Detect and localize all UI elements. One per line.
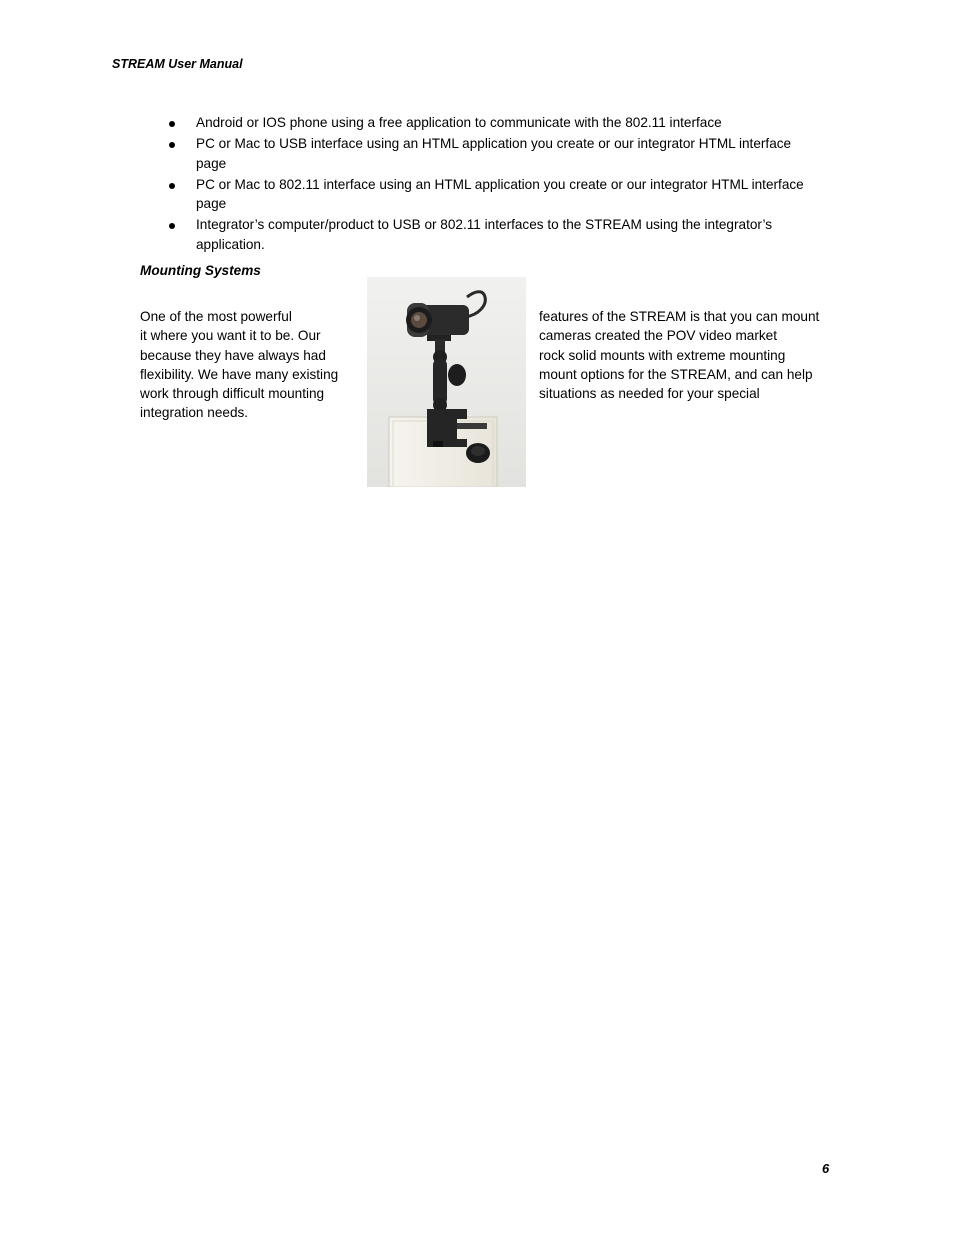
text-line: rock solid mounts with extreme mounting <box>539 347 786 363</box>
text-line: integration needs. <box>140 405 249 421</box>
text-line: features of the STREAM is that you can mount <box>539 309 820 324</box>
bullet-dot-icon <box>169 183 175 189</box>
bullet-dot-icon <box>169 121 175 127</box>
text-line: mount options for the STREAM, and can help <box>539 366 813 382</box>
bullet-dot-icon <box>169 142 175 148</box>
page-number: 6 <box>822 1161 830 1176</box>
text-line: because they have always had <box>140 347 326 363</box>
camera-mount-illustration <box>367 277 526 487</box>
bullet-list <box>140 113 840 256</box>
bullet-item <box>140 134 840 173</box>
running-header: STREAM User Manual <box>112 57 243 71</box>
bullet-item <box>140 175 840 214</box>
bullet-line: page <box>196 155 227 171</box>
text-line: work through difficult mounting <box>140 386 325 402</box>
section-title: Mounting Systems <box>140 263 261 278</box>
bullet-dot-icon <box>169 223 175 229</box>
bullet-line: PC or Mac to 802.11 interface using an HTML application you create or our integrator HTML interface <box>196 176 804 192</box>
bullet-item <box>140 113 840 133</box>
bullet-line: page <box>196 196 227 211</box>
bullet-line: application. <box>196 236 265 252</box>
text-line: it where you want it to be. Our <box>140 328 321 344</box>
left-text-column <box>140 307 338 423</box>
bullet-line: Android or IOS phone using a free application to communicate with the 802.11 interface <box>196 115 722 130</box>
text-line: situations as needed for your special <box>539 386 760 402</box>
camera-mount-photo <box>367 277 526 487</box>
text-line: flexibility. We have many existing <box>140 366 339 382</box>
bullet-item <box>140 215 840 254</box>
right-text-column <box>539 307 819 403</box>
text-line: One of the most powerful <box>140 309 292 324</box>
bullet-line: PC or Mac to USB interface using an HTML application you create or our integrator HTML interface <box>196 136 792 151</box>
text-line: cameras created the POV video market <box>539 328 777 344</box>
bullet-line: Integrator’s computer/product to USB or 802.11 interfaces to the STREAM using the integrator’s <box>196 217 773 232</box>
